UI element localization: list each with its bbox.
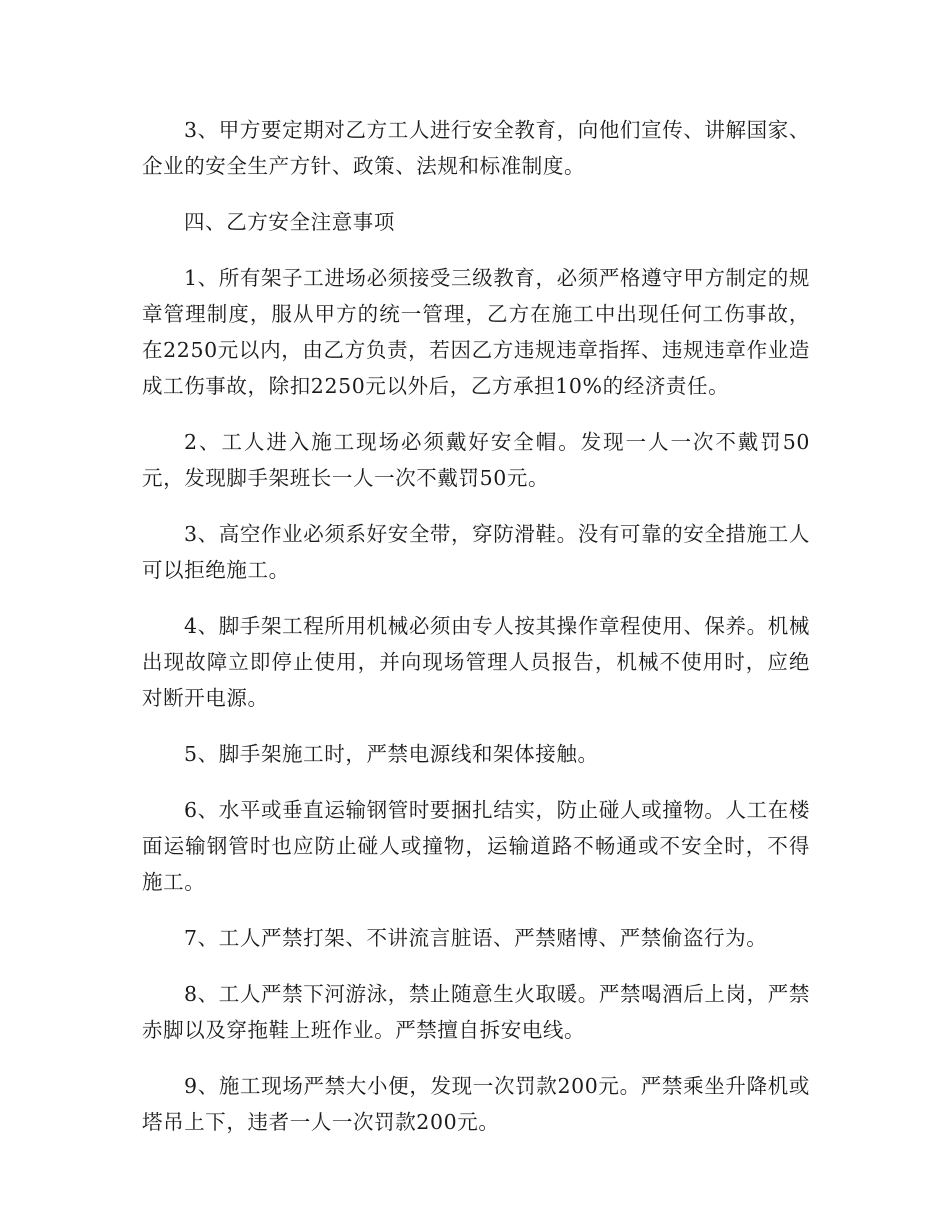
paragraph-party-b-item-9: 9、施工现场严禁大小便，发现一次罚款200元。严禁乘坐升降机或塔吊上下，违者一人一次罚款200元。 bbox=[142, 1074, 810, 1134]
paragraph-party-b-item-1: 1、所有架子工进场必须接受三级教育，必须严格遵守甲方制定的规章管理制度，服从甲方的统一管理，乙方在施工中出现任何工伤事故，在2250元以内，由乙方负责，若因乙方违规违章指挥、违规违章作业造成工伤事故，除扣2250元以外后，乙方承担10%的经济责任。 bbox=[142, 266, 810, 398]
paragraph-party-a-item-3: 3、甲方要定期对乙方工人进行安全教育，向他们宣传、讲解国家、企业的安全生产方针、政策、法规和标准制度。 bbox=[142, 118, 810, 178]
paragraph-party-b-item-5: 5、脚手架施工时，严禁电源线和架体接触。 bbox=[184, 742, 599, 766]
paragraph-party-b-item-3: 3、高空作业必须系好安全带，穿防滑鞋。没有可靠的安全措施工人可以拒绝施工。 bbox=[142, 522, 810, 582]
paragraph-party-b-item-2: 2、工人进入施工现场必须戴好安全帽。发现一人一次不戴罚50元，发现脚手架班长一人一次不戴罚50元。 bbox=[142, 430, 810, 490]
paragraph-party-b-item-4: 4、脚手架工程所用机械必须由专人按其操作章程使用、保养。机械出现故障立即停止使用，并向现场管理人员报告，机械不使用时，应绝对断开电源。 bbox=[142, 614, 810, 710]
document-body bbox=[142, 112, 810, 1160]
paragraph-party-b-item-7: 7、工人严禁打架、不讲流言脏语、严禁赌博、严禁偷盗行为。 bbox=[184, 926, 768, 950]
paragraph-party-b-item-8: 8、工人严禁下河游泳，禁止随意生火取暖。严禁喝酒后上岗，严禁赤脚以及穿拖鞋上班作业。严禁擅自拆安电线。 bbox=[142, 982, 810, 1042]
paragraph-party-b-item-6: 6、水平或垂直运输钢管时要捆扎结实，防止碰人或撞物。人工在楼面运输钢管时也应防止碰人或撞物，运输道路不畅通或不安全时，不得施工。 bbox=[142, 798, 810, 894]
section-heading-4: 四、乙方安全注意事项 bbox=[184, 210, 395, 234]
